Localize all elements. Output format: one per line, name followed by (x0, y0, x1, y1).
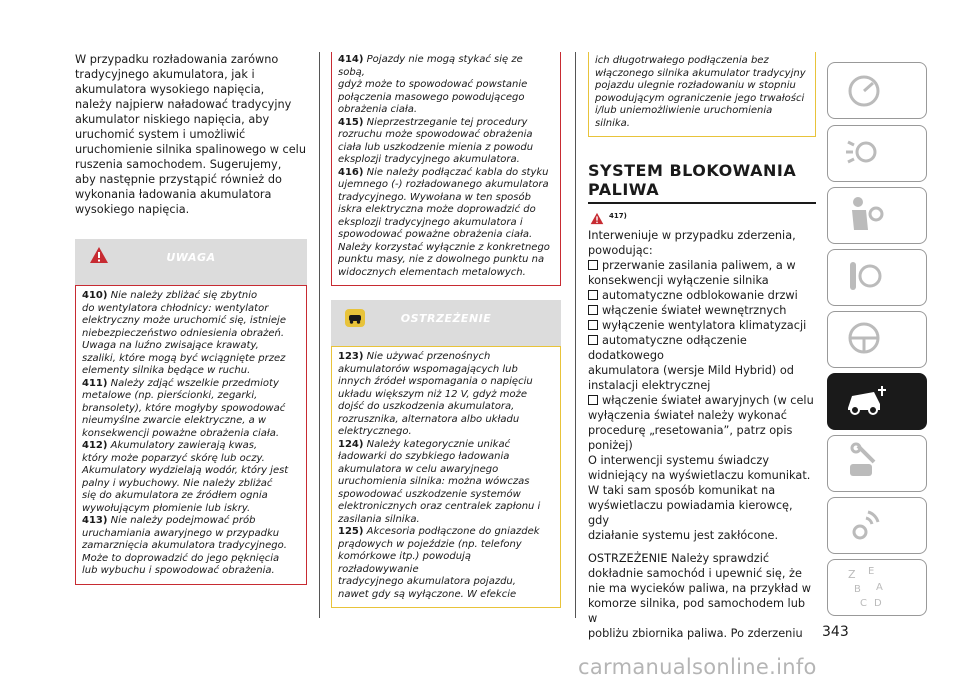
column-2 (331, 52, 561, 608)
intro-paragraph: W przypadku rozładowania zarówno tradycyjnego akumulatora, jak i akumulatora wysokiego napięcia, należy najpierw naładować tradycyjny akumulator niskiego napięcia, aby uruchomić system i umożliwić uruchomienie silnika spalinowego w celu ruszenia samochodem. Sugerujemy, aby następnie przystąpić również do wykonania ładowania akumulatora wysokiego napięcia. (75, 53, 306, 216)
list-item: automatyczne odblokowanie drzwi (588, 288, 816, 303)
title-rule (588, 202, 816, 204)
service-tools-icon (844, 440, 884, 484)
ref-417: 417) (609, 211, 627, 220)
column-divider-1 (319, 52, 320, 618)
checkbox-bullet-icon (588, 335, 598, 345)
watermark: carmanualsonline.info (578, 655, 817, 679)
note-415: 415) Nieprzestrzeganie tej procedury rozruchu może spowodować obrażenia ciała lub uszkodzenie mienia z powodu eksplozji tradycyjnego akumulatora. (338, 116, 534, 165)
list-item: przerwanie zasilania paliwem, a w konsekwencji wyłączenie silnika (588, 258, 796, 287)
list-item: wyłączenie wentylatora klimatyzacji (588, 318, 816, 333)
tab-dashboard[interactable] (827, 62, 927, 119)
note-416: 416) Nie należy podłączać kabla do styku ujemnego (-) rozładowanego akumulatora tradycyjnego. Wywołana w ten sposób iskra elektryczna może doprowadzić do eksplozji tradycyjnego akumulatora i spowodować poważne obrażenia ciała. Należy korzystać wyłącznie z konkretnego punktu masy, nie z dowolnego punktu na widocznych elementach metalowych. (338, 166, 550, 278)
section-ref (588, 210, 816, 228)
svg-text:B: B (854, 584, 861, 595)
steering-wheel-icon (844, 316, 884, 360)
svg-text:D: D (874, 598, 882, 609)
caution-box (331, 346, 561, 608)
tab-driving[interactable] (827, 311, 927, 368)
checkbox-bullet-icon (588, 260, 598, 270)
tab-safety[interactable] (827, 187, 927, 244)
column-divider-2 (575, 52, 576, 618)
warning-box-continued (331, 52, 561, 286)
svg-text:C: C (860, 598, 867, 609)
column-3 (588, 52, 816, 641)
section-title: SYSTEM BLOKOWANIA PALIWA (588, 161, 797, 199)
car-emergency-icon (844, 378, 888, 422)
tab-emergency[interactable] (827, 373, 927, 430)
steering-controls-icon (844, 254, 884, 298)
svg-text:A: A (876, 582, 883, 593)
lights-icon (844, 130, 884, 174)
note-125-continued: ich długotrwałego podłączenia bez włączonego silnika akumulator tradycyjny pojazdu ulegnie rozładowaniu w stopniu powodującym ograniczenie jego trwałości i/lub uniemożliwienie uruchomienia silnika. (595, 55, 806, 129)
intro-text: Interweniuje w przypadku zderzenia, powodując: (588, 228, 796, 257)
tab-index[interactable] (827, 559, 927, 616)
svg-text:E: E (868, 566, 875, 577)
note-412: 412) Akumulatory zawierają kwas, który może poparzyć skórę lub oczy. Akumulatory wydzielają wodór, który jest palny i wybuchowy. Nie należy zbliżać się do akumulatora ze źródłem ognia wywołującym płomienie lub iskry. (82, 440, 289, 514)
paragraph-3: OSTRZEŻENIE Należy sprawdzić dokładnie samochód i upewnić się, że nie ma wycieków paliwa, na przykład w komorze silnika, pod samochodem lub w pobliżu zbiornika paliwa. Po zderzeniu (588, 551, 811, 640)
warning-header (75, 239, 307, 285)
column-1 (75, 52, 307, 585)
paragraph-2: O interwencji systemu świadczy widniejący na wyświetlaczu komunikat. W taki sam sposób komunikat na wyświetlaczu powiadamia kierowcę, gdy działanie systemu jest zakłócone. (588, 453, 811, 542)
alphabetical-index-icon (844, 564, 888, 612)
tab-multimedia[interactable] (827, 497, 927, 554)
note-414: 414) Pojazdy nie mogą stykać się ze sobą, gdyż może to spowodować powstanie połączenia masowego powodującego obrażenia ciała. (338, 54, 528, 115)
note-413: 413) Nie należy podejmować prób uruchamiania awaryjnego w przypadku zamarznięcia akumulatora tradycyjnego. Może to doprowadzić do jego pęknięcia lub wybuchu i spowodować obrażenia. (82, 515, 287, 576)
caution-box-continued (588, 52, 816, 137)
checkbox-bullet-icon (588, 395, 598, 405)
svg-text:Z: Z (848, 568, 856, 581)
note-123: 123) Nie używać przenośnych akumulatorów wspomagających lub innych źródeł wspomagania o napięciu układu większym niż 12 V, gdyż może dojść do uszkodzenia akumulatora, rozrusznika, alternatora albo układu elektrycznego. (338, 351, 533, 437)
warning-box (75, 285, 307, 585)
list-item: włączenie świateł awaryjnych (w celu wyłączenia świateł należy wykonać procedurę „resetowania”, patrz opis poniżej) (588, 393, 814, 452)
multimedia-icon (844, 502, 884, 546)
checkbox-bullet-icon (588, 305, 598, 315)
checkbox-bullet-icon (588, 320, 598, 330)
tab-maintenance[interactable] (827, 435, 927, 492)
seatbelt-airbag-icon (844, 192, 884, 236)
note-125: 125) Akcesoria podłączone do gniazdek prądowych w pojeździe (np. telefony komórkowe itp.) powodują rozładowywanie tradycyjnego akumulatora pojazdu, nawet gdy są wyłączone. W efekcie (338, 526, 540, 600)
caution-title: OSTRZEŻENIE (400, 312, 492, 325)
page-number: 343 (822, 624, 849, 640)
tab-lights[interactable] (827, 125, 927, 182)
note-124: 124) Należy kategorycznie unikać ładowarki do szybkiego ładowania akumulatora w celu awaryjnego uruchomienia silnika: można wówczas spowodować uszkodzenie systemów elektronicznych oraz centralek zapłonu i zasilania silnika. (338, 438, 541, 525)
note-410: 410) Nie należy zbliżać się zbytnio do wentylatora chłodnicy: wentylator elektryczny może uruchomić się, istnieje niebezpieczeństwo odniesienia obrażeń. Uwaga na luźno zwisające krawaty, szaliki, które mogą być wciągnięte przez elementy silnika będące w ruchu. (82, 290, 286, 376)
checkbox-bullet-icon (588, 290, 598, 300)
dashboard-icon (844, 67, 884, 111)
warning-title: UWAGA (166, 251, 216, 264)
list-item: włączenie świateł wewnętrznych (588, 303, 816, 318)
tab-starting[interactable] (827, 249, 927, 306)
note-411: 411) Należy zdjąć wszelkie przedmioty metalowe (np. pierścionki, zegarki, bransolety), które mogłyby spowodować nieumyślne zwarcie elektryczne, a w konsekwencji poważne obrażenia ciała. (82, 377, 286, 439)
list-item: automatyczne odłączenie dodatkowego akumulatora (wersje Mild Hybrid) od instalacji elektrycznej (588, 333, 794, 392)
warning-triangle-icon (590, 212, 604, 225)
caution-header (331, 300, 561, 346)
